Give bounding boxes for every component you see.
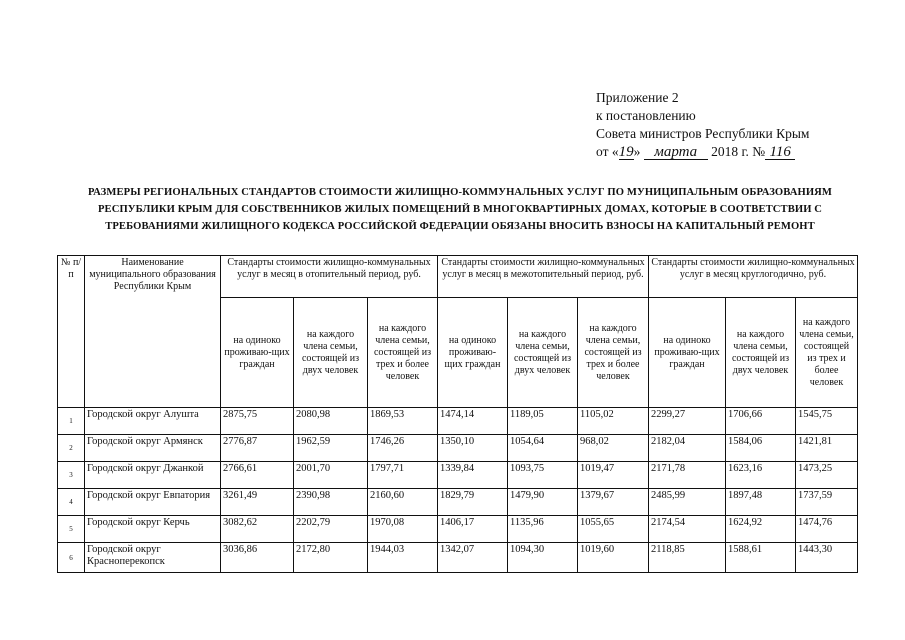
header-group-heating: Стандарты стоимости жилищно-коммунальных услуг в месяц в отопительный период, руб.: [221, 256, 438, 298]
value-cell: 1135,96: [508, 516, 578, 543]
value-cell: 1019,60: [578, 543, 649, 573]
value-cell: 1054,64: [508, 435, 578, 462]
date-mid: »: [633, 144, 641, 159]
value-cell: 2776,87: [221, 435, 294, 462]
value-cell: 1342,07: [438, 543, 508, 573]
value-cell: 2182,04: [649, 435, 726, 462]
value-cell: 2875,75: [221, 408, 294, 435]
date-day: 19: [618, 144, 634, 160]
value-cell: 1473,25: [796, 462, 858, 489]
header-name: Наименование муниципального образования Республики Крым: [85, 256, 221, 408]
date-year: 2018 г. №: [711, 144, 766, 159]
value-cell: 3036,86: [221, 543, 294, 573]
document-number: 116: [765, 145, 795, 160]
value-cell: 1869,53: [368, 408, 438, 435]
value-cell: 968,02: [578, 435, 649, 462]
value-cell: 1706,66: [726, 408, 796, 435]
row-number: 3: [58, 462, 85, 489]
subheader-cell: на каждого члена семьи, состоящей из двух человек: [294, 298, 368, 408]
subheader-cell: на одиноко проживаю-щих граждан: [649, 298, 726, 408]
table-row: [58, 543, 858, 573]
value-cell: 3082,62: [221, 516, 294, 543]
value-cell: 1970,08: [368, 516, 438, 543]
value-cell: 1479,90: [508, 489, 578, 516]
value-cell: 1588,61: [726, 543, 796, 573]
subheader-cell: на каждого члена семьи, состоящей из двух человек: [726, 298, 796, 408]
header-num: № п/п: [58, 256, 85, 408]
value-cell: 1897,48: [726, 489, 796, 516]
appendix-header: [596, 89, 809, 161]
subheader-cell: на каждого члена семьи, состоящей из трех и более человек: [578, 298, 649, 408]
appendix-date-line: [596, 143, 809, 161]
table-row: [58, 435, 858, 462]
value-cell: 2080,98: [294, 408, 368, 435]
value-cell: 1443,30: [796, 543, 858, 573]
row-number: 4: [58, 489, 85, 516]
row-number: 5: [58, 516, 85, 543]
row-number: 1: [58, 408, 85, 435]
value-cell: 1339,84: [438, 462, 508, 489]
table-row: [58, 462, 858, 489]
value-cell: 1421,81: [796, 435, 858, 462]
standards-table: [57, 255, 858, 573]
municipality-name: Городской округ Евпатория: [85, 489, 221, 516]
document-title: РАЗМЕРЫ РЕГИОНАЛЬНЫХ СТАНДАРТОВ СТОИМОСТИ ЖИЛИЩНО-КОММУНАЛЬНЫХ УСЛУГ ПО МУНИЦИПАЛЬНЫМ ОБРАЗОВАНИЯМ РЕСПУБЛИКИ КРЫМ ДЛЯ СОБСТВЕННИКОВ ЖИЛЫХ ПОМЕЩЕНИЙ В МНОГОКВАРТИРНЫХ ДОМАХ, КОТОРЫЕ В СООТВЕТСТВИИ С ТРЕБОВАНИЯМИ ЖИЛИЩНОГО КОДЕКСА РОССИЙСКОЙ ФЕДЕРАЦИИ ОБЯЗАНЫ ВНОСИТЬ ВЗНОСЫ НА КАПИТАЛЬНЫЙ РЕМОНТ: [87, 187, 833, 232]
value-cell: 1105,02: [578, 408, 649, 435]
value-cell: 1797,71: [368, 462, 438, 489]
value-cell: 1350,10: [438, 435, 508, 462]
value-cell: 1746,26: [368, 435, 438, 462]
appendix-line-1: Приложение 2: [596, 90, 679, 105]
table-row: [58, 516, 858, 543]
subheader-cell: на каждого члена семьи, состоящей из трех и более человек: [368, 298, 438, 408]
value-cell: 1944,03: [368, 543, 438, 573]
date-month: марта: [644, 145, 708, 160]
appendix-line-3: Совета министров Республики Крым: [596, 126, 810, 141]
value-cell: 1055,65: [578, 516, 649, 543]
municipality-name: Городской округ Армянск: [85, 435, 221, 462]
date-prefix: от «: [596, 144, 619, 159]
municipality-name: Городской округ Керчь: [85, 516, 221, 543]
header-group-year-round: Стандарты стоимости жилищно-коммунальных услуг в месяц круглогодично, руб.: [649, 256, 858, 298]
value-cell: 2118,85: [649, 543, 726, 573]
value-cell: 1094,30: [508, 543, 578, 573]
subheader-cell: на одиноко проживаю-щих граждан: [221, 298, 294, 408]
value-cell: 2171,78: [649, 462, 726, 489]
header-group-non-heating: Стандарты стоимости жилищно-коммунальных услуг в месяц в межотопительный период, руб.: [438, 256, 649, 298]
value-cell: 2299,27: [649, 408, 726, 435]
value-cell: 2390,98: [294, 489, 368, 516]
municipality-name: Городской округ Красноперекопск: [85, 543, 221, 573]
value-cell: 2766,61: [221, 462, 294, 489]
value-cell: 1019,47: [578, 462, 649, 489]
value-cell: 3261,49: [221, 489, 294, 516]
value-cell: 1406,17: [438, 516, 508, 543]
value-cell: 2172,80: [294, 543, 368, 573]
value-cell: 2160,60: [368, 489, 438, 516]
value-cell: 1093,75: [508, 462, 578, 489]
value-cell: 1737,59: [796, 489, 858, 516]
subheader-cell: на каждого члена семьи, состоящей из трех и более человек: [796, 298, 858, 408]
value-cell: 1545,75: [796, 408, 858, 435]
municipality-name: Городской округ Алушта: [85, 408, 221, 435]
value-cell: 1829,79: [438, 489, 508, 516]
value-cell: 1584,06: [726, 435, 796, 462]
value-cell: 1189,05: [508, 408, 578, 435]
value-cell: 2174,54: [649, 516, 726, 543]
value-cell: 2485,99: [649, 489, 726, 516]
subheader-cell: на одиноко проживаю-щих граждан: [438, 298, 508, 408]
subheader-cell: на каждого члена семьи, состоящей из двух человек: [508, 298, 578, 408]
table-row: [58, 489, 858, 516]
value-cell: 1962,59: [294, 435, 368, 462]
value-cell: 1474,14: [438, 408, 508, 435]
row-number: 6: [58, 543, 85, 573]
row-number: 2: [58, 435, 85, 462]
table-row: [58, 408, 858, 435]
appendix-line-2: к постановлению: [596, 108, 696, 123]
value-cell: 2001,70: [294, 462, 368, 489]
value-cell: 1623,16: [726, 462, 796, 489]
value-cell: 1379,67: [578, 489, 649, 516]
value-cell: 1624,92: [726, 516, 796, 543]
value-cell: 1474,76: [796, 516, 858, 543]
municipality-name: Городской округ Джанкой: [85, 462, 221, 489]
value-cell: 2202,79: [294, 516, 368, 543]
